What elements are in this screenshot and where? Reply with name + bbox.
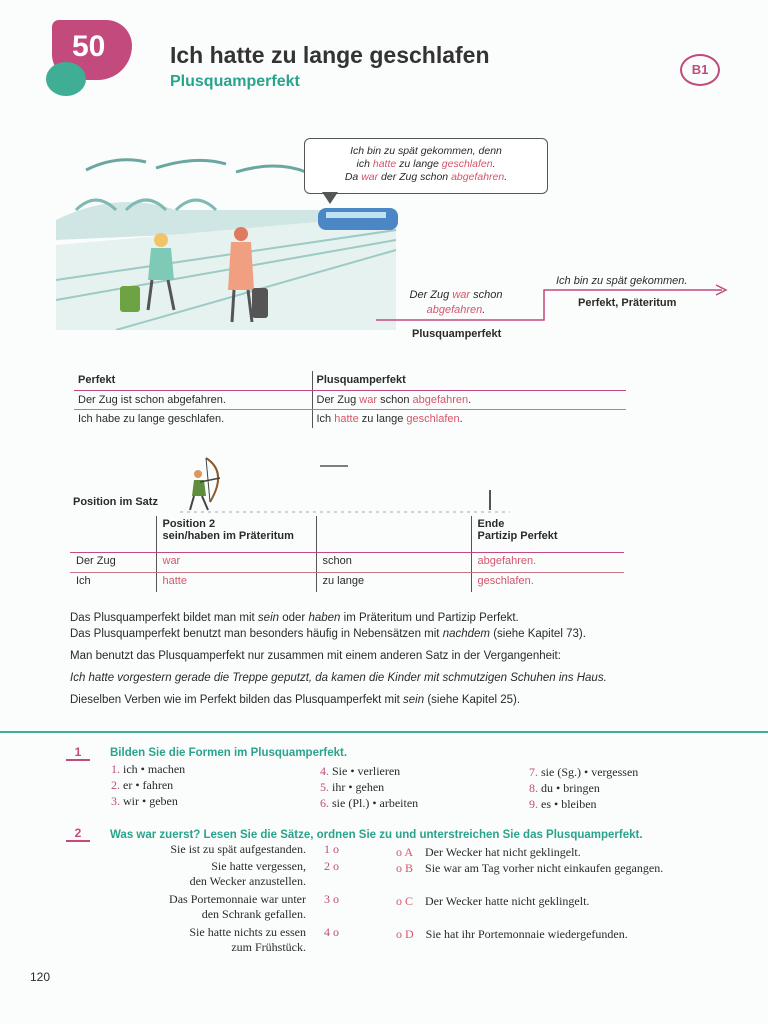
match-left-sentence: Sie hatte nichts zu essen zum Frühstück. [189,925,306,954]
table-row [70,516,624,552]
table-header-ende: Ende Partizip Perfekt [471,516,624,552]
position-table [70,516,624,592]
chapter-subtitle: Plusquamperfekt [170,73,300,90]
exercise-1-item: 1. ich • machen [111,762,186,776]
table-row [70,552,624,572]
exercise-1-item: 5. ihr • gehen [320,780,385,794]
match-left-number[interactable]: 4 o [324,925,339,939]
exercise-1-item: 2. er • fahren [111,778,174,792]
table-header-perfekt: Perfekt [74,371,312,390]
exercise-2-number: 2 [66,826,90,842]
table-cell: war [156,552,316,572]
exercise-1-item: 8. du • bringen [529,781,600,795]
table-cell: Der Zug ist schon abgefahren. [74,390,312,409]
table-cell: Ich hatte zu lange geschlafen. [316,412,463,425]
table-cell: schon [316,552,471,572]
match-left-sentence: Sie ist zu spät aufgestanden. [170,842,306,856]
exercise-1-item: 3. wir • geben [111,794,178,808]
match-left-sentence: Das Portemonnaie war unter den Schrank gefallen. [169,892,306,921]
match-left-number[interactable]: 3 o [324,892,339,906]
archer-illustration [180,452,510,516]
speech-bubble-tail [322,192,338,204]
match-right-option[interactable]: o C Der Wecker hatte nicht geklingelt. [396,894,590,908]
exercise-2-title: Was war zuerst? Lesen Sie die Sätze, ordnen Sie zu und unterstreichen Sie das Plusquamperfekt. [110,829,643,841]
comparison-table [74,371,626,428]
table-cell: hatte [156,572,316,592]
level-badge: B1 [680,54,720,86]
table-cell: geschlafen. [471,572,624,592]
exercise-1-number: 1 [66,745,90,761]
exercise-1-item: 6. sie (Pl.) • arbeiten [320,796,419,810]
timeline-later-sentence: Ich bin zu spät gekommen. [556,275,688,287]
rule-text: Man benutzt das Plusquamperfekt nur zusammen mit einem anderen Satz in der Vergangenheit: [70,650,561,662]
exercise-1-item: 4. Sie • verlieren [320,764,401,778]
table-cell [316,516,471,552]
table-row [74,409,626,428]
position-table-title: Position im Satz [73,496,158,508]
match-left-number[interactable]: 2 o [324,859,339,873]
table-cell: zu lange [316,572,471,592]
table-cell: Ich [76,574,91,587]
grammar-rules [70,610,690,714]
exercise-1-item: 9. es • bleiben [529,797,597,811]
chapter-badge-accent [46,62,86,96]
rule-text: Das Plusquamperfekt bildet man mit sein oder haben im Präteritum und Partizip Perfekt. [70,612,519,624]
match-right-option[interactable]: o B Sie war am Tag vorher nicht einkaufen gegangen. [396,861,664,875]
chapter-title: Ich hatte zu lange geschlafen [170,42,490,68]
table-row [74,371,626,390]
table-header-position2: Position 2 sein/haben im Präteritum [156,516,316,552]
match-left-sentence: Sie hatte vergessen, den Wecker anzustellen. [189,859,306,888]
table-cell: Der Zug war schon abgefahren. [312,390,626,409]
table-header-plusquamperfekt: Plusquamperfekt [312,371,626,390]
timeline-past-sentence: Der Zug war schon abgefahren. [409,289,503,316]
table-row [74,390,626,409]
rule-text: Dieselben Verben wie im Perfekt bilden das Plusquamperfekt mit sein (siehe Kapitel 25). [70,694,521,706]
table-cell: Ich habe zu lange geschlafen. [74,409,312,428]
exercise-1-item: 7. sie (Sg.) • vergessen [529,765,639,779]
timeline-label-plusquamperfekt: Plusquamperfekt [412,328,502,340]
table-cell: abgefahren. [471,552,624,572]
timeline-label-perfekt: Perfekt, Präteritum [578,297,677,309]
match-right-option[interactable]: o A Der Wecker hat nicht geklingelt. [396,845,581,859]
table-row [70,572,624,592]
exercise-1-title: Bilden Sie die Formen im Plusquamperfekt. [110,747,348,759]
table-cell: Der Zug [70,552,156,572]
rule-example: Ich hatte vorgestern gerade die Treppe geputzt, da kamen die Kinder mit schmutzigen Schuhen ins Haus. [70,672,607,684]
section-divider [0,731,768,733]
page-number: 120 [30,970,51,984]
rule-text: Das Plusquamperfekt benutzt man besonders häufig in Nebensätzen mit nachdem (siehe Kapitel 73). [70,628,586,640]
chapter-number: 50 [72,30,106,63]
table-cell [70,516,156,552]
speech-bubble: Ich bin zu spät gekommen, denn ich hatte zu lange geschlafen. Da war der Zug schon abgefahren. [304,138,548,194]
match-right-option[interactable]: o D Sie hat ihr Portemonnaie wiedergefunden. [396,927,628,941]
match-left-number[interactable]: 1 o [324,842,339,856]
